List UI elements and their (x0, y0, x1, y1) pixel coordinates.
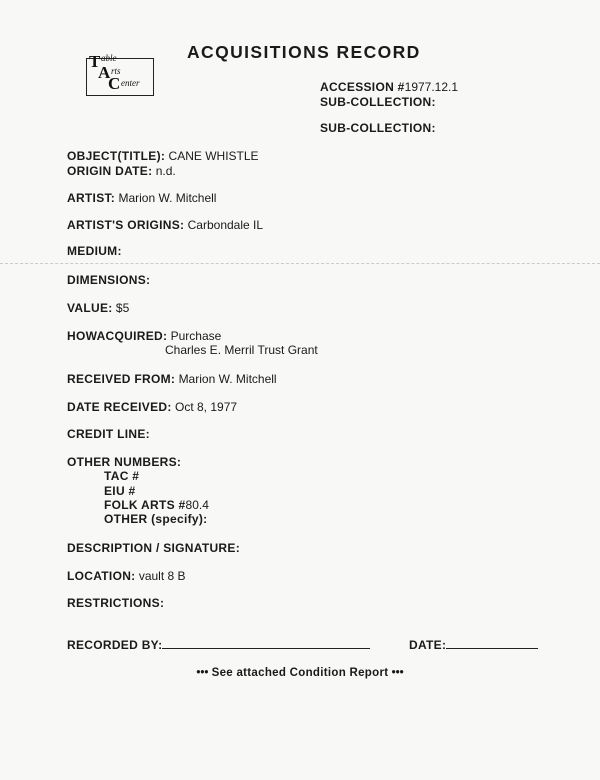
subcollection-field-1 (320, 95, 436, 109)
artists-origins-label: ARTIST'S ORIGINS: (67, 218, 185, 232)
object-title-label: OBJECT(TITLE): (67, 149, 166, 163)
subcollection-field-2 (320, 121, 436, 135)
received-from-field (67, 372, 277, 386)
received-from-label: RECEIVED FROM: (67, 372, 176, 386)
accession-label: ACCESSION # (320, 80, 405, 94)
date-label: DATE: (409, 638, 447, 652)
footer-dots-left: ••• (196, 667, 209, 679)
logo-letter-t: T (89, 52, 101, 71)
logo-word-able: able (101, 53, 117, 63)
origin-date-value: n.d. (155, 164, 176, 178)
subcollection-label-1: SUB-COLLECTION: (320, 95, 436, 109)
logo-word-rts: rts (111, 66, 121, 76)
origin-date-field (67, 164, 176, 178)
dimensions-field (67, 273, 150, 287)
logo-word-enter: enter (121, 78, 140, 88)
condition-report-note (0, 667, 600, 679)
location-label: LOCATION: (67, 569, 136, 583)
medium-label: MEDIUM: (67, 244, 122, 258)
how-acquired-value: Purchase (170, 329, 222, 343)
date-field (409, 638, 538, 652)
received-from-value: Marion W. Mitchell (178, 372, 277, 386)
date-received-field (67, 400, 237, 414)
value-amount: $5 (115, 301, 130, 315)
tarble-arts-center-logo (86, 52, 154, 96)
artist-field (67, 191, 216, 205)
description-signature-label: DESCRIPTION / SIGNATURE: (67, 541, 240, 555)
value-label: VALUE: (67, 301, 113, 315)
other-specify-field (104, 512, 207, 526)
date-received-label: DATE RECEIVED: (67, 400, 172, 414)
how-acquired-label: HOWACQUIRED: (67, 329, 168, 343)
accession-value: 1977.12.1 (404, 80, 459, 94)
how-acquired-detail: Charles E. Merril Trust Grant (165, 343, 318, 357)
tac-number-field (104, 469, 139, 483)
folk-arts-number-value: 80.4 (185, 498, 209, 512)
footer-dots-right: ••• (391, 667, 404, 679)
logo-letter-c: C (108, 74, 121, 93)
date-signature-line (446, 638, 538, 649)
logo-letter-a: A (98, 63, 111, 82)
subcollection-label-2: SUB-COLLECTION: (320, 121, 436, 135)
tac-number-label: TAC # (104, 469, 140, 483)
restrictions-field (67, 596, 164, 610)
other-numbers-field (67, 455, 181, 469)
restrictions-label: RESTRICTIONS: (67, 596, 165, 610)
description-signature-field (67, 541, 240, 555)
page-fold-line (0, 263, 600, 264)
medium-field (67, 244, 122, 258)
credit-line-label: CREDIT LINE: (67, 427, 150, 441)
eiu-number-label: EIU # (104, 484, 136, 498)
artists-origins-field (67, 218, 263, 232)
origin-date-label: ORIGIN DATE: (67, 164, 153, 178)
location-value: vault 8 B (138, 569, 186, 583)
recorded-by-label: RECORDED BY: (67, 638, 163, 652)
folk-arts-number-label: FOLK ARTS # (104, 498, 186, 512)
footer-note-text: See attached Condition Report (211, 667, 389, 679)
recorded-by-signature-line (162, 638, 370, 649)
object-title-value: CANE WHISTLE (168, 149, 259, 163)
artists-origins-value: Carbondale IL (187, 218, 264, 232)
recorded-by-field (67, 638, 370, 652)
eiu-number-field (104, 484, 136, 498)
page-title: ACQUISITIONS RECORD (187, 42, 421, 62)
dimensions-label: DIMENSIONS: (67, 273, 151, 287)
artist-value: Marion W. Mitchell (118, 191, 217, 205)
credit-line-field (67, 427, 150, 441)
how-acquired-field (67, 329, 221, 343)
accession-field (320, 80, 458, 94)
artist-label: ARTIST: (67, 191, 116, 205)
location-field (67, 569, 186, 583)
value-field (67, 301, 129, 315)
other-specify-label: OTHER (specify): (104, 512, 208, 526)
folk-arts-number-field (104, 498, 209, 512)
other-numbers-label: OTHER NUMBERS: (67, 455, 182, 469)
object-title-field (67, 149, 259, 163)
date-received-value: Oct 8, 1977 (175, 400, 238, 414)
